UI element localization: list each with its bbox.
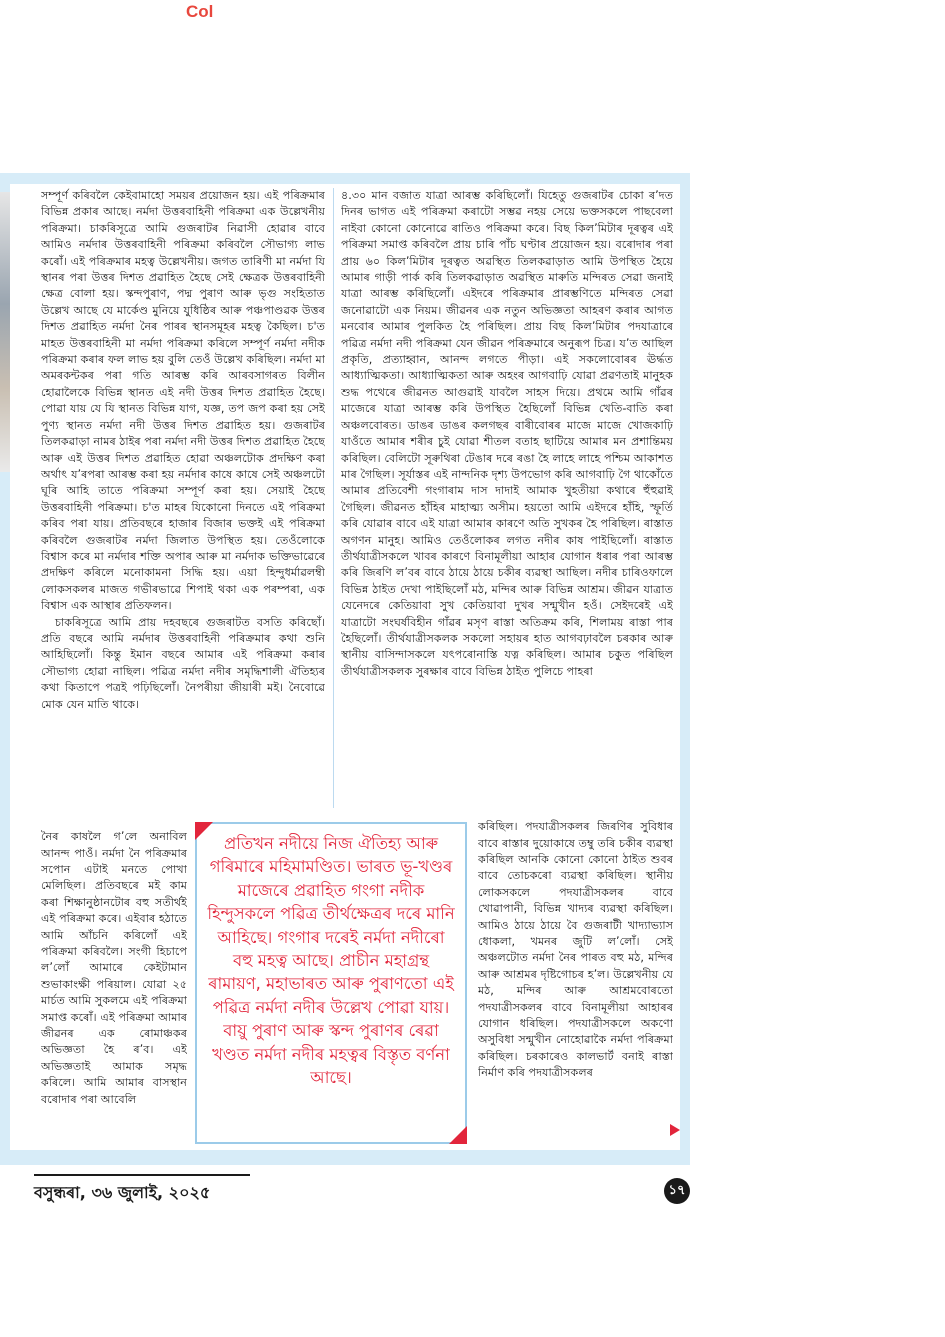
- footer-publication: বসুন্ধৰা, ৩৬ জুলাই, ২০২৫: [34, 1183, 211, 1202]
- pull-quote-box: [195, 822, 467, 1144]
- col-marker: Col: [186, 2, 214, 21]
- pull-quote-text: প্ৰতিখন নদীয়ে নিজ ঐতিহ্য আৰু গৰিমাৰে মহিমামণ্ডিত। ভাৰত ভূ-খণ্ডৰ মাজেৰে প্ৰৱাহিত গংগা নদীক হিন্দুসকলে পৱিত্ৰ তীৰ্থক্ষেত্ৰৰ দৰে মানি আহিছে। গংগাৰ দৰেই নৰ্মদা নদীৰো বহু মহত্ব আছে। প্ৰাচীন মহাগ্ৰন্থ ৰামায়ণ, মহাভাৰত আৰু পুৰাণতো এই পৱিত্ৰ নৰ্মদা নদীৰ উল্লেখ পোৱা যায়। বায়ু পুৰাণ আৰু স্কন্দ পুৰাণৰ ৰেৱা খণ্ডত নৰ্মদা নদীৰ মহত্বৰ বিস্তৃত বৰ্ণনা আছে।: [207, 834, 455, 1088]
- article-left-lower-column: [41, 818, 187, 1134]
- paragraph: নৈৰ কাষলৈ গʼলে অনাবিল আনন্দ পাওঁ। নৰ্মদা নৈ পৰিক্ৰমাৰ সপোন এটাই মনতে পোখা মেলিছিল। প্ৰতিবছৰে মই কাম কৰা শিক্ষানুষ্ঠানটোৰ বহু সতীৰ্থই এই পৰিক্ৰমা কৰে। এইবাৰ হঠাতে আমি আঁচনি কৰিলোঁ এই পৰিক্ৰমা কৰিবলৈ। সংগী হিচাপে লʼলোঁ আমাৰে কেইটামান শুভাকাংক্ষী পৰিয়াল। যোৱা ২৫ মাৰ্চত আমি সুকলমে এই পৰিক্ৰমা সমাপ্ত কৰোঁ। এই পৰিক্ৰমা আমাৰ জীৱনৰ এক ৰোমাঞ্চকৰ অভিজ্ঞতা হৈ ৰʼব। এই অভিজ্ঞতাই আমাক সমৃদ্ধ কৰিলে। আমি আমাৰ বাসস্থান বৰোদাৰ পৰা আবেলি: [41, 830, 187, 1106]
- edge-photo-strip: [0, 192, 10, 472]
- article-right-column: [341, 188, 673, 808]
- pull-quote-corner-bottom: [449, 1126, 467, 1144]
- paragraph: চাকৰিসূত্ৰে আমি প্ৰায় দহবছৰে গুজৰাটত বসতি কৰিছোঁ। প্ৰতি বছৰে আমি নৰ্মদাৰ উত্তৰবাহিনী পৰিক্ৰমাৰ কথা শুনি আহিছিলোঁ। কিন্তু ইমান বছৰে আমাৰ এই পৰিক্ৰমা কৰাৰ সৌভাগ্য হোৱা নাছিল। পৱিত্ৰ নৰ্মদা নদীৰ সমৃদ্ধিশালী ঐতিহ্যৰ কথা কিতাপে পত্ৰই পঢ়িছিলোঁ। নৈপৰীয়া জীয়াৰী মই। নৈবোৱে মোক যেন মাতি থাকে।: [41, 615, 325, 711]
- page-number-badge: ১৭: [664, 1178, 690, 1204]
- footer-rule: [34, 1174, 250, 1176]
- paragraph: সম্পূৰ্ণ কৰিবলৈ কেইবামাহো সময়ৰ প্ৰয়োজন হয়। এই পৰিক্ৰমাৰ বিভিন্ন প্ৰকাৰ আছে। নৰ্মদা উত্তৰবাহিনী পৰিক্ৰমা এক উল্লেখনীয় পৰিক্ৰমা। চাকৰিসূত্ৰে আমি গুজৰাটৰ নিৱাসী হোৱাৰ বাবে আমিও নৰ্মদাৰ উত্তৰবাহিনী পৰিক্ৰমা কৰিবলৈ সৌভাগ্য লাভ কৰোঁ। এই পৰিক্ৰমাৰ মহত্ব উল্লেখনীয়। জগত তাৰিণী মা নৰ্মদা যি স্থানৰ পৰা উত্তৰ দিশত প্ৰৱাহিত হৈছে সেই ক্ষেত্ৰক উত্তৰবাহিনী ক্ষেত্ৰ বোলা হয়। স্কন্দপুৰাণ, পদ্ম পুৰাণ আৰু ভৃগু সংহিতাত উল্লেখ আছে যে মাৰ্কেণ্ড মুনিয়ে যুধিষ্ঠিৰ আৰু পঞ্চপাণ্ডৱক উত্তৰ দিশত প্ৰৱাহিত নৰ্মদা নৈৰ পাৰৰ স্থানসমূহৰ মহত্ব কৈছিল। চ'ত মাহত উত্তৰবাহিনী মা নৰ্মদা পৰিক্ৰমা কৰিলে সম্পূৰ্ণ নৰ্মদা নদীক পৰিক্ৰমা কৰাৰ ফল লাভ হয় বুলি তেওঁ উল্লেখ কৰিছিল। নৰ্মদা মা অমৰকন্টকৰ পৰা গতি আৰম্ভ কৰি আৰবসাগৰত বিলীন হোৱালৈকে বিভিন্ন স্থানত এই নদী উত্তৰ দিশত প্ৰৱাহিত হৈছে। পোৱা যায় যে যি স্থানত বিভিন্ন যাগ, যজ্ঞ, তপ জপ কৰা হয় সেই পুণ্য স্থানত নৰ্মদা নদী উত্তৰ দিশত প্ৰৱাহিত হয়। গুজৰাটৰ তিলকৱাড়া নামৰ ঠাইৰ পৰা নৰ্মদা নদী উত্তৰ দিশত প্ৰৱাহিত হৈছে আৰু এই উত্তৰ দিশত প্ৰৱাহিত হোৱা অঞ্চলটোক প্ৰদক্ষিণ কৰা অৰ্থাৎ যʼৰপৰা আৰম্ভ কৰা হয় নৰ্মদাৰ কাষে কাষে সেই অঞ্চলটো ঘূৰি আহি তাতে পৰিক্ৰমা সম্পূৰ্ণ কৰা হয়। সেয়াই হৈছে উত্তৰবাহিনী পৰিক্ৰমা। চ'ত মাহৰ যিকোনো দিনতে এই পৰিক্ৰমা কৰিব পৰা যায়। প্ৰতিবছৰে হাজাৰ বিজাৰ ভক্তই এই পৰিক্ৰমা কৰিবলৈ গুজৰাটৰ নৰ্মদা জিলাত উপস্থিত হয়। তেওঁলোকে বিশ্বাস কৰে মা নৰ্মদাৰ শক্তি অপাৰ আৰু মা নৰ্মদাক ভক্তিভাৱেৰে প্ৰদক্ষিণ কৰিলে মনোকামনা সিদ্ধি হয়। এয়া হিন্দুধৰ্মাৱলম্বী লোকসকলৰ মাজত গভীৰভাৱে শিপাই থকা এক পৰম্পৰা, এক বিশ্বাস এক আস্থাৰ প্ৰতিফলন।: [41, 189, 325, 613]
- pull-quote-corner-top: [195, 822, 213, 840]
- paragraph: ৪.৩০ মান বজাত যাত্ৰা আৰম্ভ কৰিছিলোঁ। যিহেতু গুজৰাটৰ চোকা ৰʼদত দিনৰ ভাগত এই পৰিক্ৰমা কৰাটো সম্ভৱ নহয় সেয়ে ভক্তসকলে পাছবেলা নাইবা কোনো কোনোৱে ৰাতিও পৰিক্ৰমা কৰে। বিছ কিলʼমিটাৰ দূৰত্বৰ এই পৰিক্ৰমা সমাপ্ত কৰিবলৈ প্ৰায় চাৰি পাঁচ ঘণ্টাৰ প্ৰয়োজন হয়। বৰোদাৰ পৰা প্ৰায় ৬০ কিলʼমিটাৰ দূৰত্বত অৱস্থিত তিলকৱাড়াত আমি উপস্থিত হৈয়ে আমাৰ গাড়ী পাৰ্ক কৰি তিলকৱাড়াত অৱস্থিত মাৰুতি মন্দিৰত সেৱা জনাই যাত্ৰা আৰম্ভ কৰিছিলোঁ। এইদৰে পৰিক্ৰমাৰ প্ৰাৰম্ভণিতে মন্দিৰত সেৱা জনোৱাটো এক নিয়ম। জীৱনৰ এক নতুন অভিজ্ঞতা আহৰণ কৰাৰ আগত মনবোৰ আমাৰ পুলকিত হৈ পৰিছিল। প্ৰায় বিছ কিলʼমিটাৰ পদযাত্ৰাৰে পৱিত্ৰ নৰ্মদা নদী পৰিক্ৰমা যেন জীৱন পৰিক্ৰমাৰে অনুৰূপ চিত্ৰ। যʼত আছিল প্ৰকৃতি, প্ৰত্যাহ্বান, আনন্দ লগতে পীড়া। এই সকলোবোৰৰ ঊৰ্দ্ধত আধ্যাত্মিকতা। আধ্যাত্মিকতা আৰু অহংৰ আগবাঢ়ি যোৱা প্ৰৱণতাই মানুহক শুদ্ধ পথেৰে জীৱনত আগুৱাই যাবলৈ সাহস দিয়ে। প্ৰথমে আমি গাঁৱৰ মাজেৰে যাত্ৰা আৰম্ভ কৰি উপস্থিত হৈছিলোঁ বিভিন্ন খেতি-বাতি কৰা অঞ্চলবোৰত। ডাঙৰ ডাঙৰ কলগছৰ বাৰীবোৰৰ মাজে মাজে খোজকাঢ়ি যাওঁতে আমাৰ শৰীৰ চুই যোৱা শীতল বতাহ ছাটিয়ে আমাৰ মন প্ৰশান্তিময় কৰিছিল। বেলিটো সূৰুথিৰা টেঙাৰ দৰে ৰঙা হৈ লাহে লাহে পশ্চিম আকাশত মাৰ গৈছিল। সূৰ্যাস্তৰ এই নান্দনিক দৃশ্য উপভোগ কৰি আগবাঢ়ি গৈ থাকোঁতে আমাৰ প্ৰতিবেশী গংগাৰাম দাস দাদাই আমাক খুহতীয়া কথাৰে হুঁহুৱাই গৈছিল। জীৱনত হাঁহিৰ মাহাত্ম্য অসীম। হয়তো আমি এইদৰে হাঁহি, স্ফূৰ্তি কৰি যোৱাৰ বাবে এই যাত্ৰা আমাৰ কাৰণে অতি সুখকৰ হৈ পৰিছিল। ৰাস্তাত অগণন মানুহ। আমিও তেওঁলোকৰ লগত নদীৰ কাষ পাইছিলোঁ। ৰাস্তাত তীৰ্থযাত্ৰীসকলে খাবৰ কাৰণে বিনামূলীয়া আহাৰ যোগান ধৰাৰ পৰা আৰম্ভ কৰি জিৰণি লʼবৰ বাবে ঠায়ে ঠায়ে চকীৰ ব্যৱস্থা আছিল। নদীৰ চাৰিওফালে বিভিন্ন ঠাইত দেখা পাইছিলোঁ মঠ, মন্দিৰ আৰু বিভিন্ন আশ্ৰম। জীৱন যাত্ৰাত যেনেদৰে কেতিয়াবা সুখ কেতিয়াবা দুখৰ সন্মুখীন হওঁ। সেইদৰেই এই যাত্ৰাটো সংঘৰ্ষবিহীন গাঁৱৰ মসৃণ ৰাস্তা অতিক্ৰম কৰি, শিলাময় ৰাস্তা পাৰ হৈছিলোঁ। তীৰ্থযাত্ৰীসকলক সকলো সহায়ৰ হাত আগবঢ়াবলৈ চৰকাৰ আৰু স্থানীয় বাসিন্দাসকলে যৎপৰোনাস্তি যত্ন কৰিছিল। আমাৰ চকুত পৰিছিল তীৰ্থযাত্ৰীসকলক সুৰক্ষাৰ বাবে বিভিন্ন ঠাইত পুলিচে পাহৰা: [341, 189, 673, 678]
- article-right-lower-column: [478, 808, 673, 1138]
- continue-arrow-icon: [670, 1124, 680, 1136]
- paragraph: কৰিছিল। পদযাত্ৰীসকলৰ জিৰণিৰ সুবিধাৰ বাবে ৰাস্তাৰ দুয়োকাষে তম্বু তৰি চকীৰ ব্যৱস্থা কৰিছিল আনকি কোনো কোনো ঠাইত শুবৰ বাবে তোচকৰো ব্যৱস্থা কৰিছিল। স্থানীয় লোকসকলে পদযাত্ৰীসকলৰ বাবে খোৱাপানী, বিভিন্ন খাদ্যৰ ব্যৱস্থা কৰিছিল। আমিও ঠায়ে ঠায়ে বৈ গুজৰাটী খাদ্যাভ্যাস ধোকলা, খমনৰ জুটি লʼলোঁ। সেই অঞ্চলটোত নৰ্মদা নৈৰ পাৰত বহু মঠ, মন্দিৰ আৰু আশ্ৰমৰ দৃষ্টিগোচৰ হʼল। উল্লেখনীয় যে মঠ, মন্দিৰ আৰু আশ্ৰমবোৰতো পদযাত্ৰীসকলৰ বাবে বিনামূলীয়া আহাৰৰ যোগান ধৰিছিল। পদযাত্ৰীসকলে অকণো অসুবিধা সন্মুখীন নোহোৱাকৈ নৰ্মদা পৰিক্ৰমা কৰিছিল। চৰকাৰেও কালভাৰ্ট বনাই ৰাস্তা নিৰ্মাণ কৰি পদযাত্ৰীসকলৰ: [478, 820, 673, 1080]
- article-left-column: [41, 188, 325, 816]
- column-divider: [333, 188, 334, 808]
